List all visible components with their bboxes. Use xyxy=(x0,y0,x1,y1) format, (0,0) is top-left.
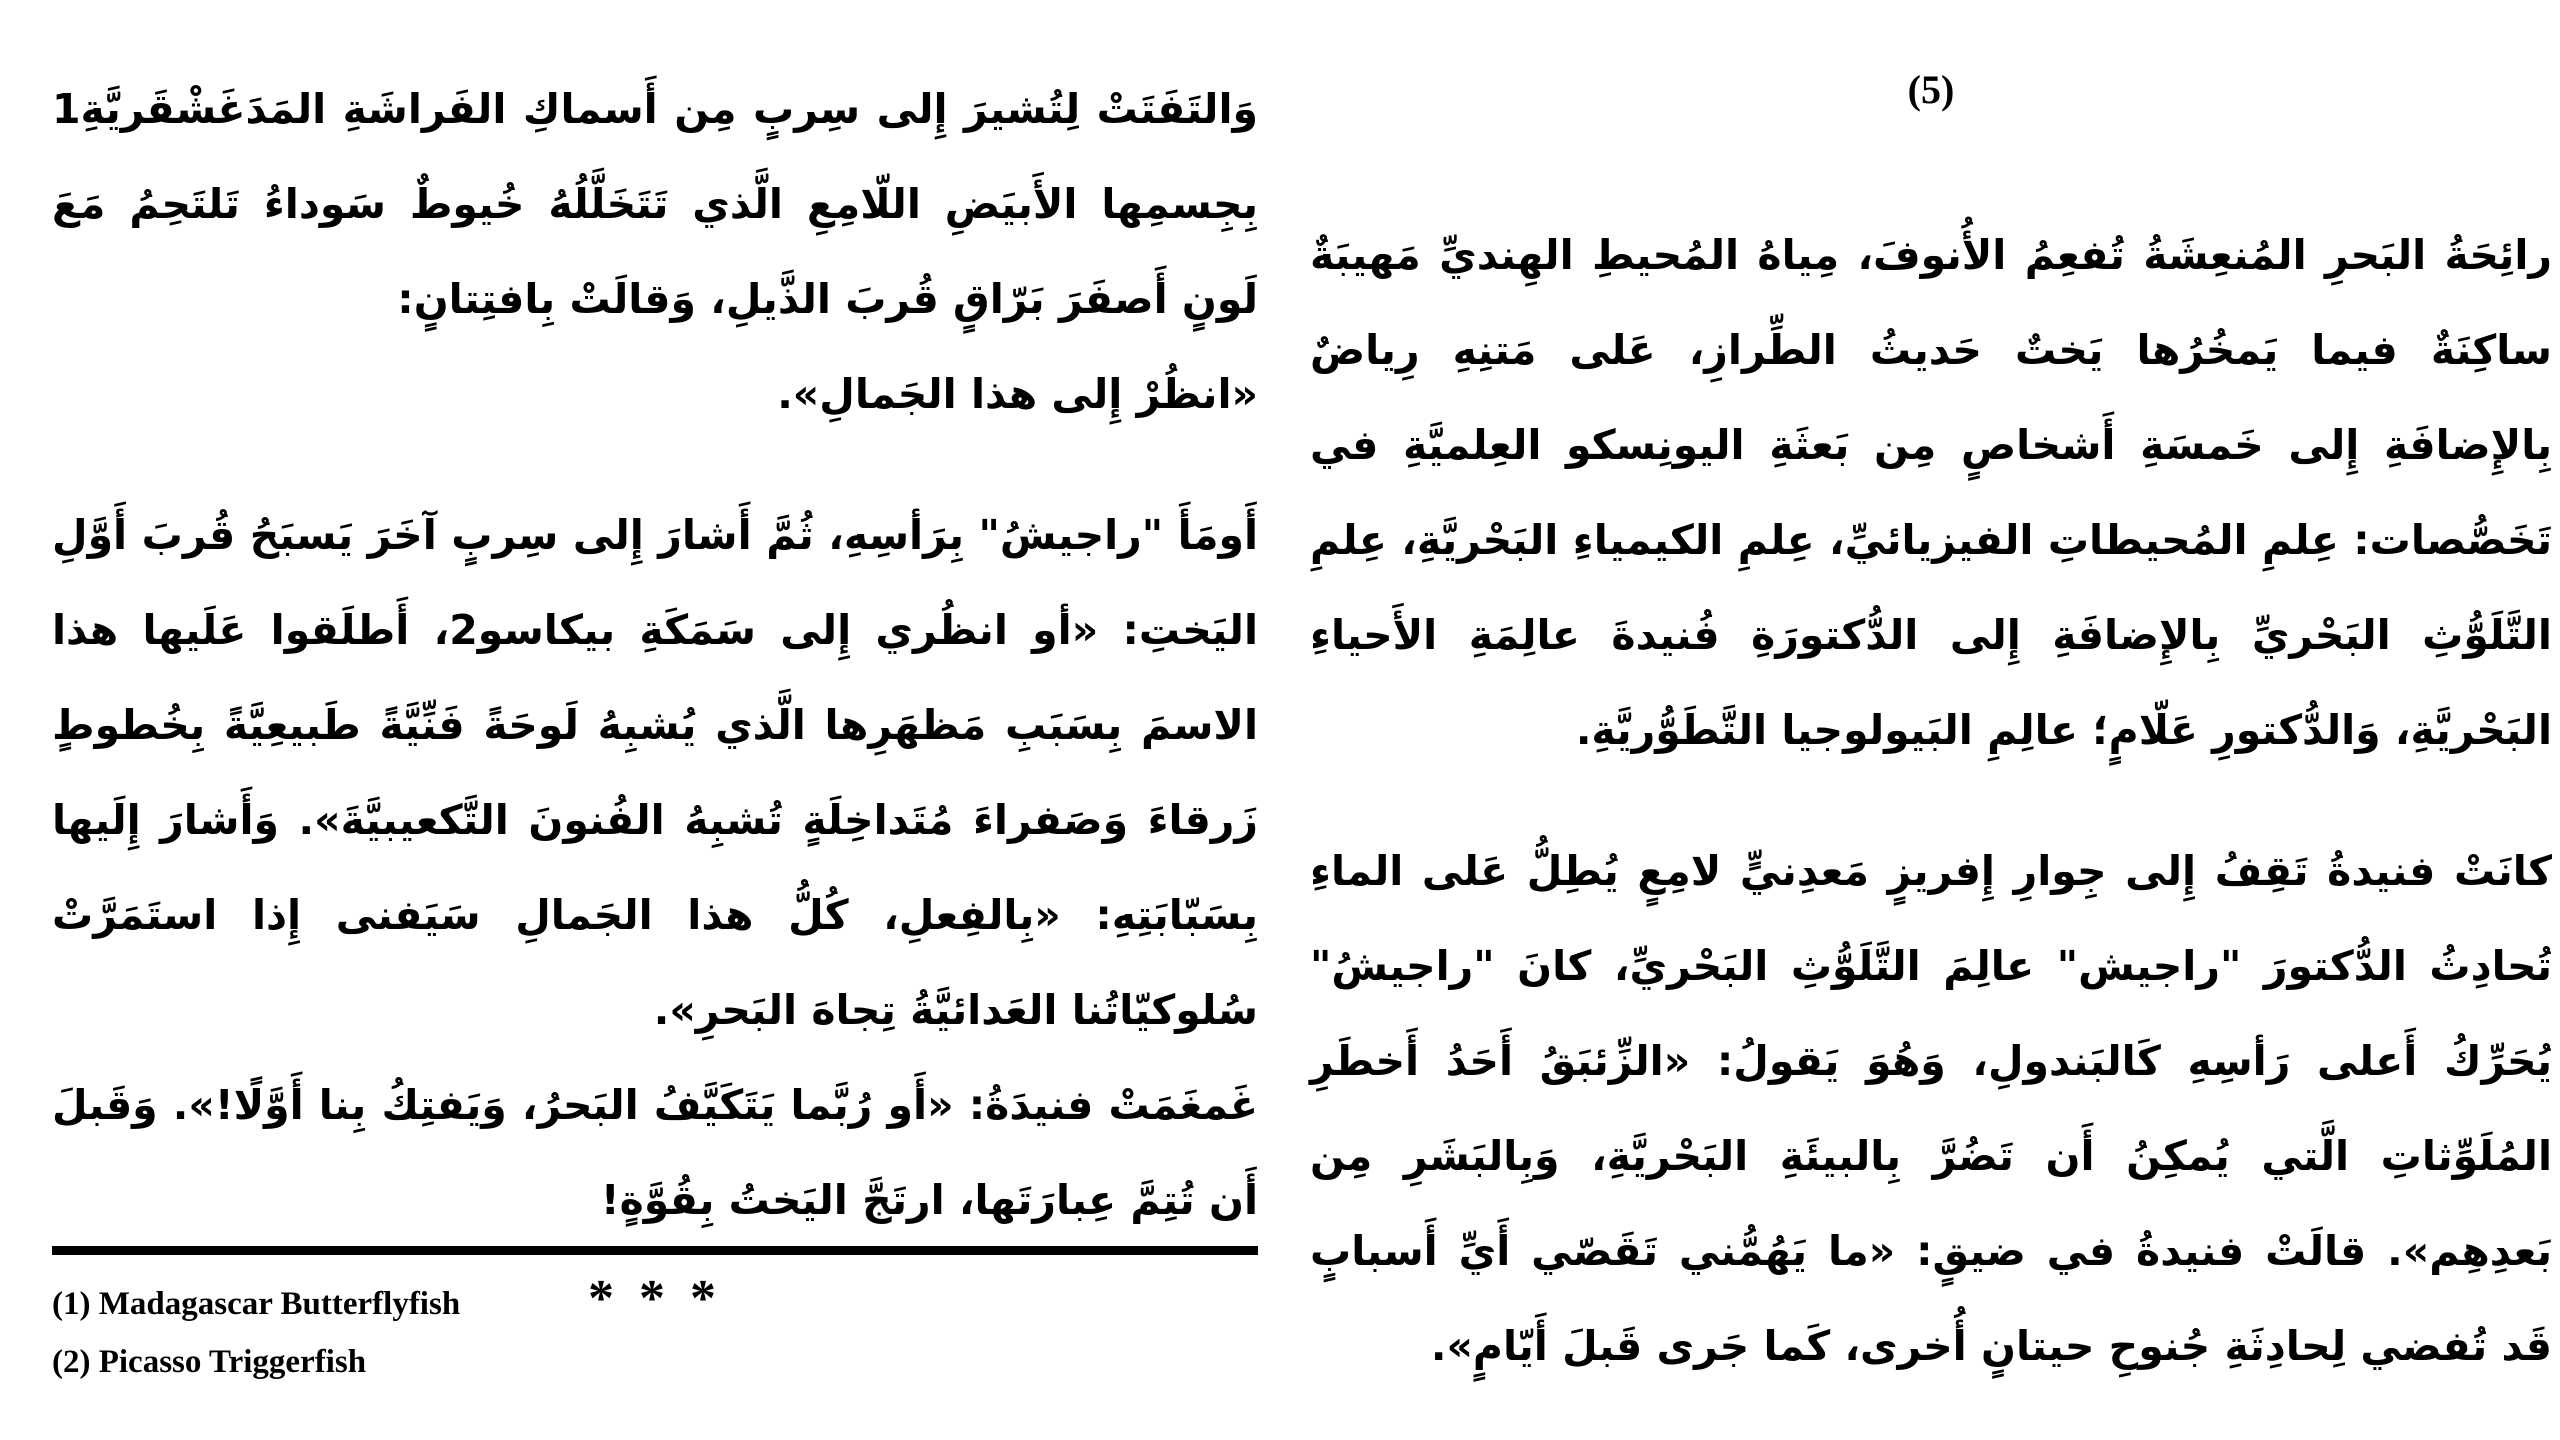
left-paragraph-1: وَالتَفَتَتْ لِتُشيرَ إِلى سِربٍ مِن أَسماكِ الفَراشَةِ المَدَغَشْقَريَّةِ1 بِجِسمِها الأَبيَضِ اللّامِعِ الَّذي تَتَخَلَّلُهُ خُيوطٌ سَوداءُ تَلتَحِمُ مَعَ لَونٍ أَصفَرَ بَرّاقٍ قُربَ الذَّيلِ، وَقالَتْ بِافتِتانٍ: xyxy=(52,85,1258,323)
footnote-rule xyxy=(52,1246,1258,1255)
page-number: (5) xyxy=(1907,67,1955,112)
left-page xyxy=(52,62,1258,1334)
left-paragraph-dialog: «انظُرْ إِلى هذا الجَمالِ». xyxy=(777,370,1258,418)
right-page xyxy=(1310,58,2552,1394)
right-paragraph-1: رائِحَةُ البَحرِ المُنعِشَةُ تُفعِمُ الأُنوفَ، مِياهُ المُحيطِ الهِنديِّ مَهيبَةٌ ساكِنَةٌ فيما يَمخُرُها يَختٌ حَديثُ الطِّرازِ، عَلى مَتنِهِ رِياضٌ بِالإِضافَةِ إِلى خَمسَةِ أَشخاصٍ مِن بَعثَةِ اليونِسكو العِلميَّةِ في تَخَصُّصات: عِلمِ المُحيطاتِ الفيزيائيِّ، عِلمِ الكيمياءِ البَحْريَّةِ، عِلمِ التَّلَوُّثِ البَحْريِّ بِالإِضافَةِ إِلى الدُّكتورَةِ فُنيدةَ عالِمَةِ الأَحياءِ البَحْريَّةِ، وَالدُّكتورِ عَلّامٍ؛ عالِمِ البَيولوجيا التَّطَوُّريَّةِ. xyxy=(1310,231,2552,754)
footnote-area xyxy=(52,1246,1258,1391)
footnote-2: (2) Picasso Triggerfish xyxy=(52,1344,367,1380)
right-paragraph-2: كانَتْ فنيدةُ تَقِفُ إِلى جِوارِ إِفريزٍ مَعدِنيٍّ لامِعٍ يُطِلُّ عَلى الماءِ تُحادِثُ الدُّكتورَ "راجيش" عالِمَ التَّلَوُّثِ البَحْريِّ، كانَ "راجيشُ" يُحَرِّكُ أَعلى رَأسِهِ كَالبَندولِ، وَهُوَ يَقولُ: «الزِّئبَقُ أَحَدُ أَخطَرِ المُلَوِّثاتِ الَّتي يُمكِنُ أَن تَضُرَّ بِالبيئَةِ البَحْريَّةِ، وَبِالبَشَرِ مِن بَعدِهِم». قالَتْ فنيدةُ في ضيقٍ: «ما يَهُمُّني تَقَصّي أَيِّ أَسبابٍ قَد تُفضي لِحادِثَةِ جُنوحِ حيتانٍ أُخرى، كَما جَرى قَبلَ أَيّامٍ». xyxy=(1310,847,2552,1370)
section-separator: * * * xyxy=(588,1270,722,1327)
left-paragraph-2: أَومَأَ "راجيشُ" بِرَأسِهِ، ثُمَّ أَشارَ إِلى سِربٍ آخَرَ يَسبَحُ قُربَ أَوَّلِ اليَختِ: «أو انظُري إِلى سَمَكَةِ بيكاسو2، أَطلَقوا عَلَيها هذا الاسمَ بِسَبَبِ مَظهَرِها الَّذي يُشبِهُ لَوحَةً فَنِّيَّةً طَبيعِيَّةً بِخُطوطٍ زَرقاءَ وَصَفراءَ مُتَداخِلَةٍ تُشبِهُ الفُنونَ التَّكعيبيَّةَ». وَأَشارَ إِلَيها بِسَبّابَتِهِ: «بِالفِعلِ، كُلُّ هذا الجَمالِ سَيَفنى إِذا استَمَرَّتْ سُلوكيّاتُنا العَدائيَّةُ تِجاهَ البَحرِ». xyxy=(52,511,1258,1034)
footnote-1: (1) Madagascar Butterflyfish xyxy=(52,1286,461,1322)
left-paragraph-3: غَمغَمَتْ فنيدَةُ: «أَو رُبَّما يَتَكَيَّفُ البَحرُ، وَيَفتِكُ بِنا أَوَّلًا!». وَقَبلَ أَن تُتِمَّ عِبارَتَها، ارتَجَّ اليَختُ بِقُوَّةٍ! xyxy=(52,1081,1258,1224)
